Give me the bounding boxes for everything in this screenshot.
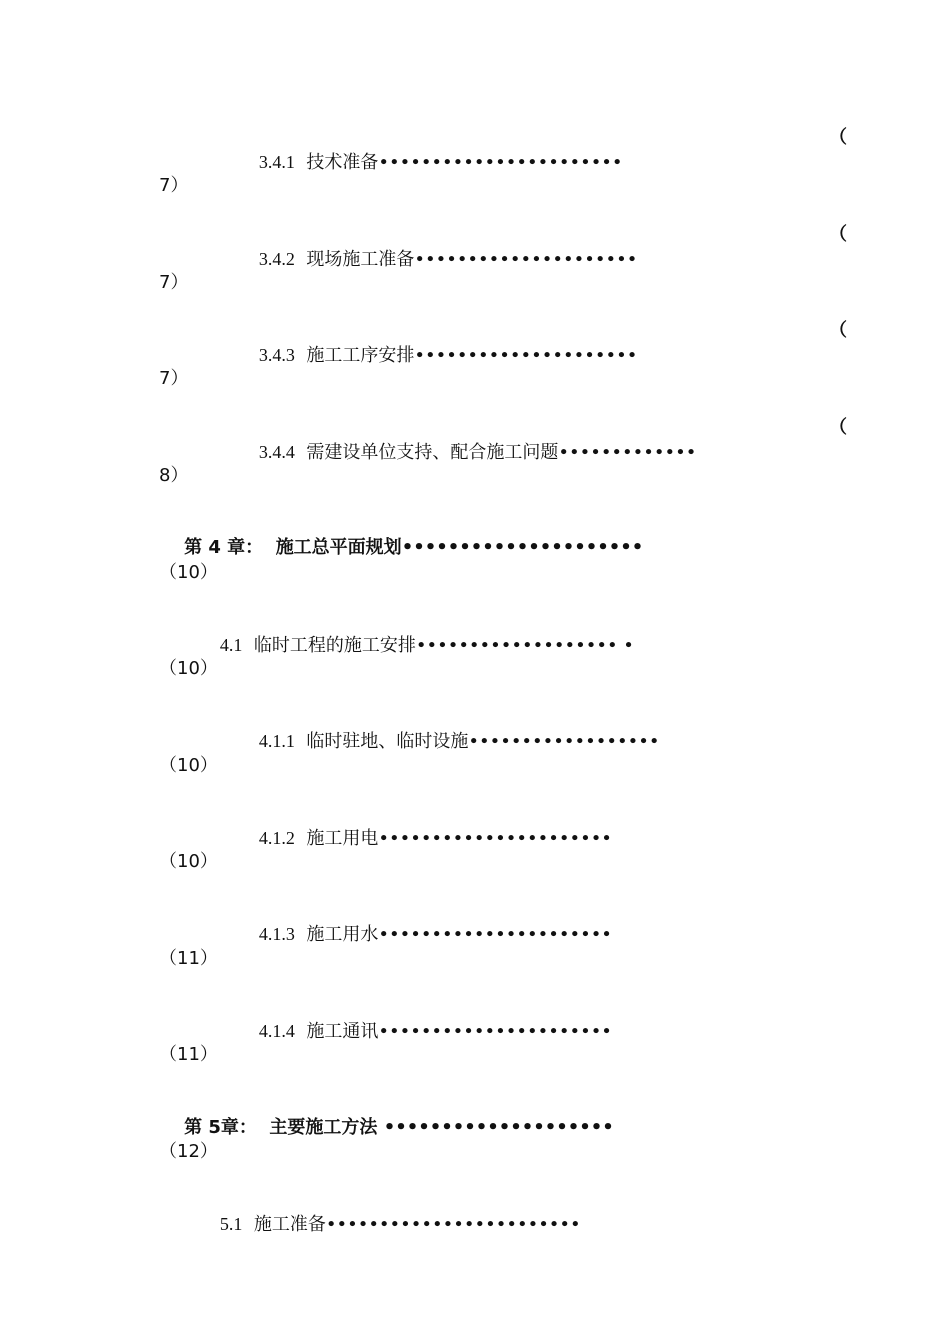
toc-entry-4-1-2[interactable] (236, 802, 612, 875)
section-title: 临时工程的施工安排 (253, 635, 416, 656)
chapter-number: 第 5章： (184, 1117, 257, 1138)
section-title: 施工通讯 (306, 1021, 379, 1042)
toc-entry-3-4-1[interactable] (236, 126, 623, 199)
section-number: 3.4.2 (258, 249, 295, 269)
section-number: 4.1.3 (258, 924, 295, 944)
page-number: 7） (159, 272, 189, 293)
page-number: （10） (159, 755, 218, 776)
leader-dots: •••••••••••••••••••••• (378, 924, 612, 945)
section-title: 施工准备 (253, 1214, 326, 1235)
toc-entry-3-4-2[interactable] (236, 223, 637, 296)
page-number: （10） (159, 851, 218, 872)
leader-dots: ••••••••••••••••••• • (415, 635, 634, 656)
leader-dots: •••••••••••••••••••••• (378, 828, 612, 849)
page-number: 7） (159, 175, 189, 196)
leader-dots: •••••••••••••••••• (468, 731, 660, 752)
toc-entry-4-1-4[interactable] (236, 995, 612, 1068)
page-number: （10） (159, 562, 218, 583)
section-title: 现场施工准备 (306, 249, 415, 270)
section-number: 4.1.4 (258, 1021, 295, 1041)
section-title: 施工工序安排 (306, 345, 415, 366)
section-number: 4.1.2 (258, 828, 295, 848)
section-number: 3.4.4 (258, 442, 295, 462)
leader-dots: •••••••••••••••••••••••• (325, 1214, 581, 1235)
chapter-number: 第 4 章： (184, 537, 264, 558)
toc-entry-4-1-1[interactable] (236, 705, 659, 778)
page-number: （12） (159, 1141, 218, 1162)
section-number: 4.1.1 (258, 731, 295, 751)
page-paren-open: （ (829, 224, 847, 245)
leader-dots: ••••••••••••••••••••••• (378, 152, 623, 173)
toc-chapter-4[interactable] (159, 512, 643, 584)
page-paren-open: （ (829, 417, 847, 438)
section-title: 临时驻地、临时设施 (306, 731, 469, 752)
page-number: （11） (159, 1044, 218, 1065)
section-number: 4.1 (219, 635, 243, 655)
chapter-title: 主要施工方法 (269, 1117, 378, 1138)
toc-entry-4-1-3[interactable] (236, 898, 612, 971)
leader-dots: •••••••••••••••••••• (377, 1117, 614, 1138)
section-title: 施工用水 (306, 924, 379, 945)
page-paren-open: （ (829, 127, 847, 148)
leader-dots: ••••••••••••••••••••• (401, 537, 644, 558)
page-number: （10） (159, 658, 218, 679)
section-title: 施工用电 (306, 828, 379, 849)
section-title: 技术准备 (306, 152, 379, 173)
section-title: 需建设单位支持、配合施工问题 (306, 442, 559, 463)
section-number: 3.4.3 (258, 345, 295, 365)
toc-chapter-5[interactable] (159, 1092, 614, 1164)
toc-entry-3-4-4[interactable] (236, 416, 696, 489)
section-number: 3.4.1 (258, 152, 295, 172)
leader-dots: ••••••••••••••••••••• (414, 345, 638, 366)
page-number: （11） (159, 948, 218, 969)
page-paren-open: （ (829, 320, 847, 341)
leader-dots: ••••••••••••••••••••• (414, 249, 638, 270)
leader-dots: •••••••••••••••••••••• (378, 1021, 612, 1042)
toc-entry-5-1[interactable] (197, 1188, 581, 1261)
toc-entry-4-1[interactable] (197, 609, 634, 682)
chapter-title: 施工总平面规划 (275, 537, 402, 558)
section-number: 5.1 (219, 1214, 243, 1234)
toc-entry-3-4-3[interactable] (236, 319, 637, 392)
leader-dots: ••••••••••••• (558, 442, 697, 463)
page-number: 7） (159, 368, 189, 389)
page-number: 8） (159, 465, 189, 486)
